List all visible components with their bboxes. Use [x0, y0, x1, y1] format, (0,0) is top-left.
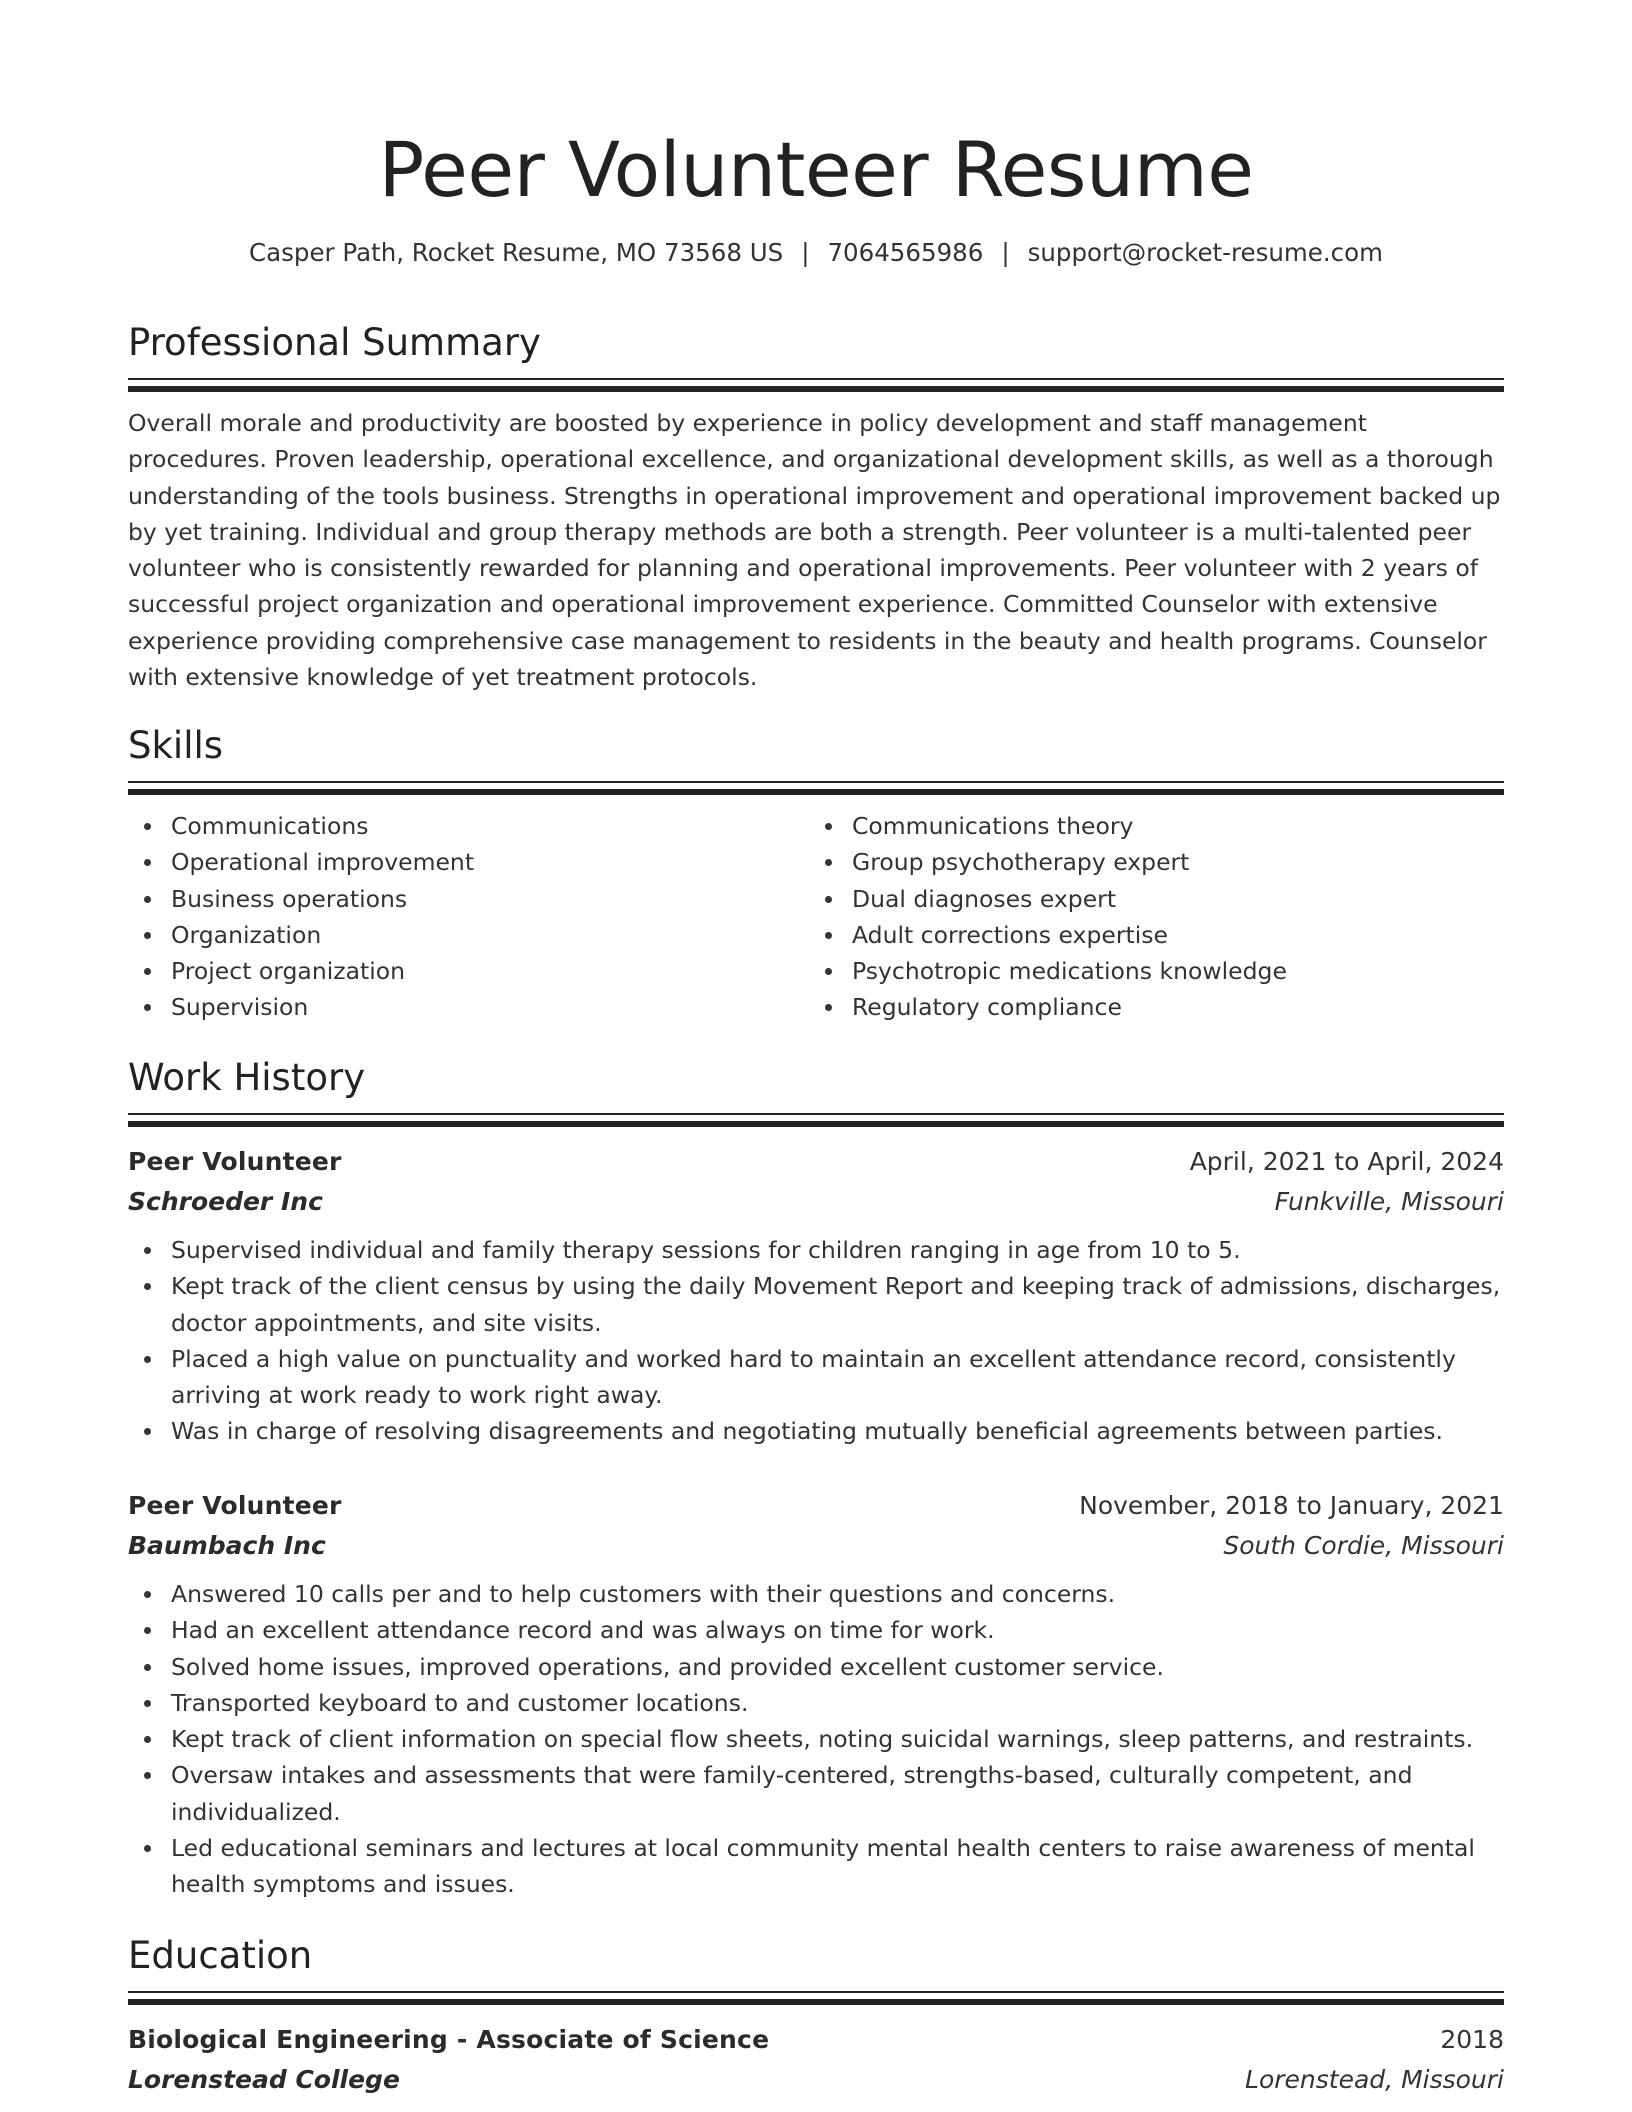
contact-phone: 7064565986	[827, 238, 984, 267]
contact-email: support@rocket-resume.com	[1027, 238, 1383, 267]
section-divider	[128, 1121, 1504, 1127]
skill-item: Dual diagnoses expert	[852, 881, 1487, 917]
job-bullet: Supervised individual and family therapy sessions for children ranging in age from 10 to 5.	[171, 1232, 1504, 1268]
contact-separator: |	[1001, 238, 1010, 267]
summary-text: Overall morale and productivity are boosted by experience in policy development and staff management procedures. Proven leadership, operational excellence, and organizational development skills, as well as a thorough understanding of the tools business. Strengths in operational improvement and operational improvement backed up by yet training. Individual and group therapy methods are both a strength. Peer volunteer is a multi-talented peer volunteer who is consistently rewarded for planning and operational improvements. Peer volunteer with 2 years of successful project organization and operational improvement experience. Committed Counselor with extensive experience providing comprehensive case management to residents in the beauty and health programs. Counselor with extensive knowledge of yet treatment protocols.	[128, 409, 1501, 692]
education-entry	[128, 2020, 1504, 2100]
skill-item: Group psychotherapy expert	[852, 844, 1487, 880]
section-divider	[128, 378, 1504, 380]
contact-separator: |	[801, 238, 810, 267]
job-subheader	[128, 1182, 1504, 1222]
section-divider	[128, 1999, 1504, 2005]
summary-heading: Professional Summary	[128, 321, 541, 364]
job-bullet: Transported keyboard to and customer locations.	[171, 1685, 1504, 1721]
job-subheader	[128, 1526, 1504, 1566]
skill-item: Organization	[171, 917, 806, 953]
work-heading: Work History	[128, 1056, 366, 1099]
resume-title: Peer Volunteer Resume	[378, 125, 1254, 214]
job-entry	[128, 1142, 1504, 1450]
skills-heading: Skills	[128, 724, 224, 767]
skill-item: Psychotropic medications knowledge	[852, 953, 1487, 989]
school-name: Lorenstead College	[128, 2065, 400, 2094]
job-location: Funkville, Missouri	[1274, 1187, 1504, 1216]
skill-item: Project organization	[171, 953, 806, 989]
job-bullet: Had an excellent attendance record and was always on time for work.	[171, 1612, 1504, 1648]
job-bullet: Answered 10 calls per and to help customers with their questions and concerns.	[171, 1576, 1504, 1612]
job-bullet: Kept track of the client census by using the daily Movement Report and keeping track of admissions, discharges, doctor appointments, and site visits.	[171, 1268, 1504, 1341]
skill-item: Communications	[171, 808, 806, 844]
section-divider	[128, 789, 1504, 795]
skill-item: Adult corrections expertise	[852, 917, 1487, 953]
education-header	[128, 2020, 1504, 2060]
skills-list	[128, 808, 1504, 1026]
job-bullet: Kept track of client information on special flow sheets, noting suicidal warnings, sleep patterns, and restraints.	[171, 1721, 1504, 1757]
job-bullets	[128, 1232, 1504, 1450]
education-section-header	[128, 1933, 1504, 2005]
job-dates: April, 2021 to April, 2024	[1189, 1147, 1504, 1176]
skill-item: Communications theory	[852, 808, 1487, 844]
job-location: South Cordie, Missouri	[1223, 1531, 1504, 1560]
skills-section-header	[128, 723, 1504, 795]
resume-content	[128, 0, 1504, 2094]
skill-item: Supervision	[171, 989, 806, 1025]
graduation-year: 2018	[1440, 2025, 1504, 2054]
job-bullet: Led educational seminars and lectures at local community mental health centers to raise awareness of mental health symptoms and issues.	[171, 1830, 1504, 1903]
job-bullet: Placed a high value on punctuality and worked hard to maintain an excellent attendance record, consistently arriving at work ready to work right away.	[171, 1341, 1504, 1414]
summary-section-header	[128, 320, 1504, 392]
section-divider	[128, 386, 1504, 392]
job-title: Peer Volunteer	[128, 1147, 342, 1176]
job-bullets	[128, 1576, 1504, 1903]
education-heading: Education	[128, 1934, 313, 1977]
skills-column-right	[806, 808, 1487, 1026]
skill-item: Business operations	[171, 881, 806, 917]
contact-address: Casper Path, Rocket Resume, MO 73568 US	[249, 238, 784, 267]
work-section-header	[128, 1055, 1504, 1127]
job-bullet: Oversaw intakes and assessments that were family-centered, strengths-based, culturally competent, and individualized.	[171, 1757, 1504, 1830]
job-bullet: Was in charge of resolving disagreements and negotiating mutually beneficial agreements between parties.	[171, 1413, 1504, 1449]
section-divider	[128, 1113, 1504, 1115]
contact-line	[128, 236, 1504, 270]
job-title: Peer Volunteer	[128, 1491, 342, 1520]
skill-item: Operational improvement	[171, 844, 806, 880]
job-dates: November, 2018 to January, 2021	[1079, 1491, 1504, 1520]
section-divider	[128, 1991, 1504, 1993]
education-subheader	[128, 2060, 1504, 2100]
skill-item: Regulatory compliance	[852, 989, 1487, 1025]
skills-column-left	[128, 808, 806, 1026]
company-name: Baumbach Inc	[128, 1531, 326, 1560]
job-entry	[128, 1486, 1504, 1903]
job-bullet: Solved home issues, improved operations, and provided excellent customer service.	[171, 1649, 1504, 1685]
company-name: Schroeder Inc	[128, 1187, 323, 1216]
school-location: Lorenstead, Missouri	[1245, 2065, 1504, 2094]
job-header	[128, 1142, 1504, 1182]
section-divider	[128, 781, 1504, 783]
degree-name: Biological Engineering - Associate of Science	[128, 2025, 770, 2054]
job-header	[128, 1486, 1504, 1526]
